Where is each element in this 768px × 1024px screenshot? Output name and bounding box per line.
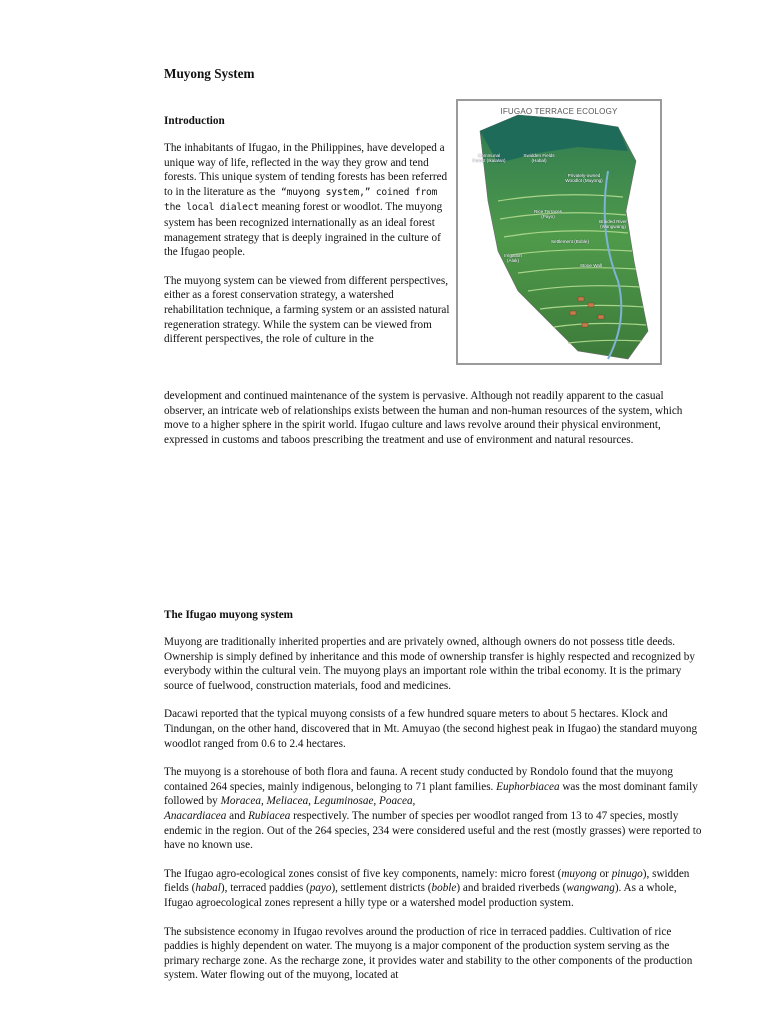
introduction-heading: Introduction: [164, 115, 225, 127]
intro-p1-text-mono: the “muyong system,” coined from the local dialect: [164, 186, 438, 214]
figure-label-river: Braided River (Wangwang): [599, 219, 627, 229]
p3-text: The muyong is a storehouse of both flora and fauna. A recent study conducted by Rondolo found that the muyong contained 264 species, mainly indigenous, belonging to 71 plant families.: [164, 766, 673, 793]
intro-paragraph-2: The muyong system can be viewed from different perspectives, either as a forest conservation strategy, a watershed rehabilitation technique, a farming system or an assisted natural regeneration strategy. While the system can be viewed from different perspectives, the role of culture in the: [164, 274, 450, 346]
section-heading: The Ifugao muyong system: [164, 609, 293, 621]
term-payo: payo: [309, 882, 332, 895]
term-wangwang: wangwang: [566, 882, 615, 895]
term-muyong: muyong: [561, 867, 597, 880]
p4-text: ), terraced paddies (: [220, 882, 310, 895]
intro-p1-text-a: The inhabitants of Ifugao, in the Philippines, have developed a unique way of life, reflected in the way they grow and tend forests. This unique system of tending forests has been referred to in the literature as: [164, 142, 448, 198]
intro-paragraph-1: [164, 141, 452, 260]
p4-text: ) and braided riverbeds (: [456, 882, 567, 895]
family-euphorbiacea: Euphorbiacea: [496, 780, 560, 793]
figure-label-settlement: Settlement (Boble): [550, 239, 590, 244]
family-rubiacea: Rubiacea: [248, 809, 291, 822]
intro-p1-text-c: meaning forest or woodlot. The muyong system has been recognized internationally as an ideal forest management strategy that is deeply ingrained in the culture of the Ifugao people.: [164, 201, 443, 259]
figure-title: IFUGAO TERRACE ECOLOGY: [500, 107, 618, 116]
muyong-section: [164, 609, 704, 983]
section-paragraph-5: The subsistence economy in Ifugao revolves around the production of rice in terraced paddies. Cultivation of rice paddies is highly dependent on water. The muyong is a major component of the production system serving as the primary recharge zone. As the recharge zone, it provides water and stability to the other components of the production system. Water flowing out of the muyong, located at: [164, 925, 693, 982]
p3-text: was the most dominant family followed by: [164, 780, 698, 808]
p4-text: ). As a whole, Ifugao agroecological zones represent a hilly type or a watershed model production system.: [164, 882, 677, 909]
figure-label-terraces: Rice Terraces (Payo): [534, 209, 562, 219]
section-paragraph-1: Muyong are traditionally inherited properties and are privately owned, although owners do not possess title deeds. Ownership is simply defined by inheritance and this mode of ownership transfer is highly respected and recognized by everybody within the cultural vein. The muyong plays an important role within the tribal economy. It is the primary source of fuelwood, construction materials, food and medicines.: [164, 636, 695, 692]
p3-text: respectively. The number of species per woodlot ranged from 13 to 47 species, mostly endemic in the region. Out of the 264 species, 234 were considered useful and the rest (mostly grasses) were reported to have no known use.: [164, 809, 702, 852]
term-habal: habal: [195, 882, 221, 895]
p4-text: or: [596, 867, 612, 880]
figure-label-swidden: Swidden Fields (Habal): [523, 153, 555, 163]
section-paragraph-3: [164, 765, 704, 853]
figure-label-woodlot: Privately-owned Woodlot (Muyong): [565, 173, 603, 183]
page-title: Muyong System: [164, 66, 255, 81]
family-anacardiacea: Anacardiacea: [164, 809, 227, 822]
terrace-illustration: [458, 101, 660, 363]
figure-label-stone-wall: Stone Wall: [579, 263, 603, 268]
term-boble: boble: [431, 882, 457, 895]
intro-continuation: [164, 389, 704, 447]
figure-label-communal-forest: Communal Forest (Ikalalan): [472, 153, 506, 163]
section-paragraph-2: Dacawi reported that the typical muyong consists of a few hundred square meters to about 5 hectares. Klock and Tindungan, on the other hand, discovered that in Mt. Amuyao (the second highest peak in Ifugao) the standard muyong woodlot ranged from 0.6 to 2.4 hectares.: [164, 708, 698, 750]
intro-paragraph-3: development and continued maintenance of the system is pervasive. Although not readily apparent to the casual observer, an intricate web of relationships exists between the human and non-human resources of the system, which move to a higher sphere in the spirit world. Ifugao culture and laws revolve around their physical environment, expressed in customs and taboos prescribing the treatment and use of environment and natural resources.: [164, 390, 683, 446]
p3-text: and: [226, 809, 249, 822]
p4-text: The Ifugao agro-ecological zones consist of five key components, namely: micro forest (: [164, 867, 562, 880]
p4-text: ), settlement districts (: [331, 882, 432, 895]
figure-label-irrigation: Irrigation (Alak): [504, 253, 522, 263]
introduction-column: [164, 115, 452, 347]
term-pinugo: pinugo: [611, 867, 643, 880]
family-list: Moracea, Meliacea, Leguminosae, Poacea,: [220, 795, 416, 808]
terrace-ecology-figure: [456, 99, 662, 365]
section-paragraph-4: [164, 867, 704, 911]
p4-text: ), swidden fields (: [164, 867, 690, 895]
